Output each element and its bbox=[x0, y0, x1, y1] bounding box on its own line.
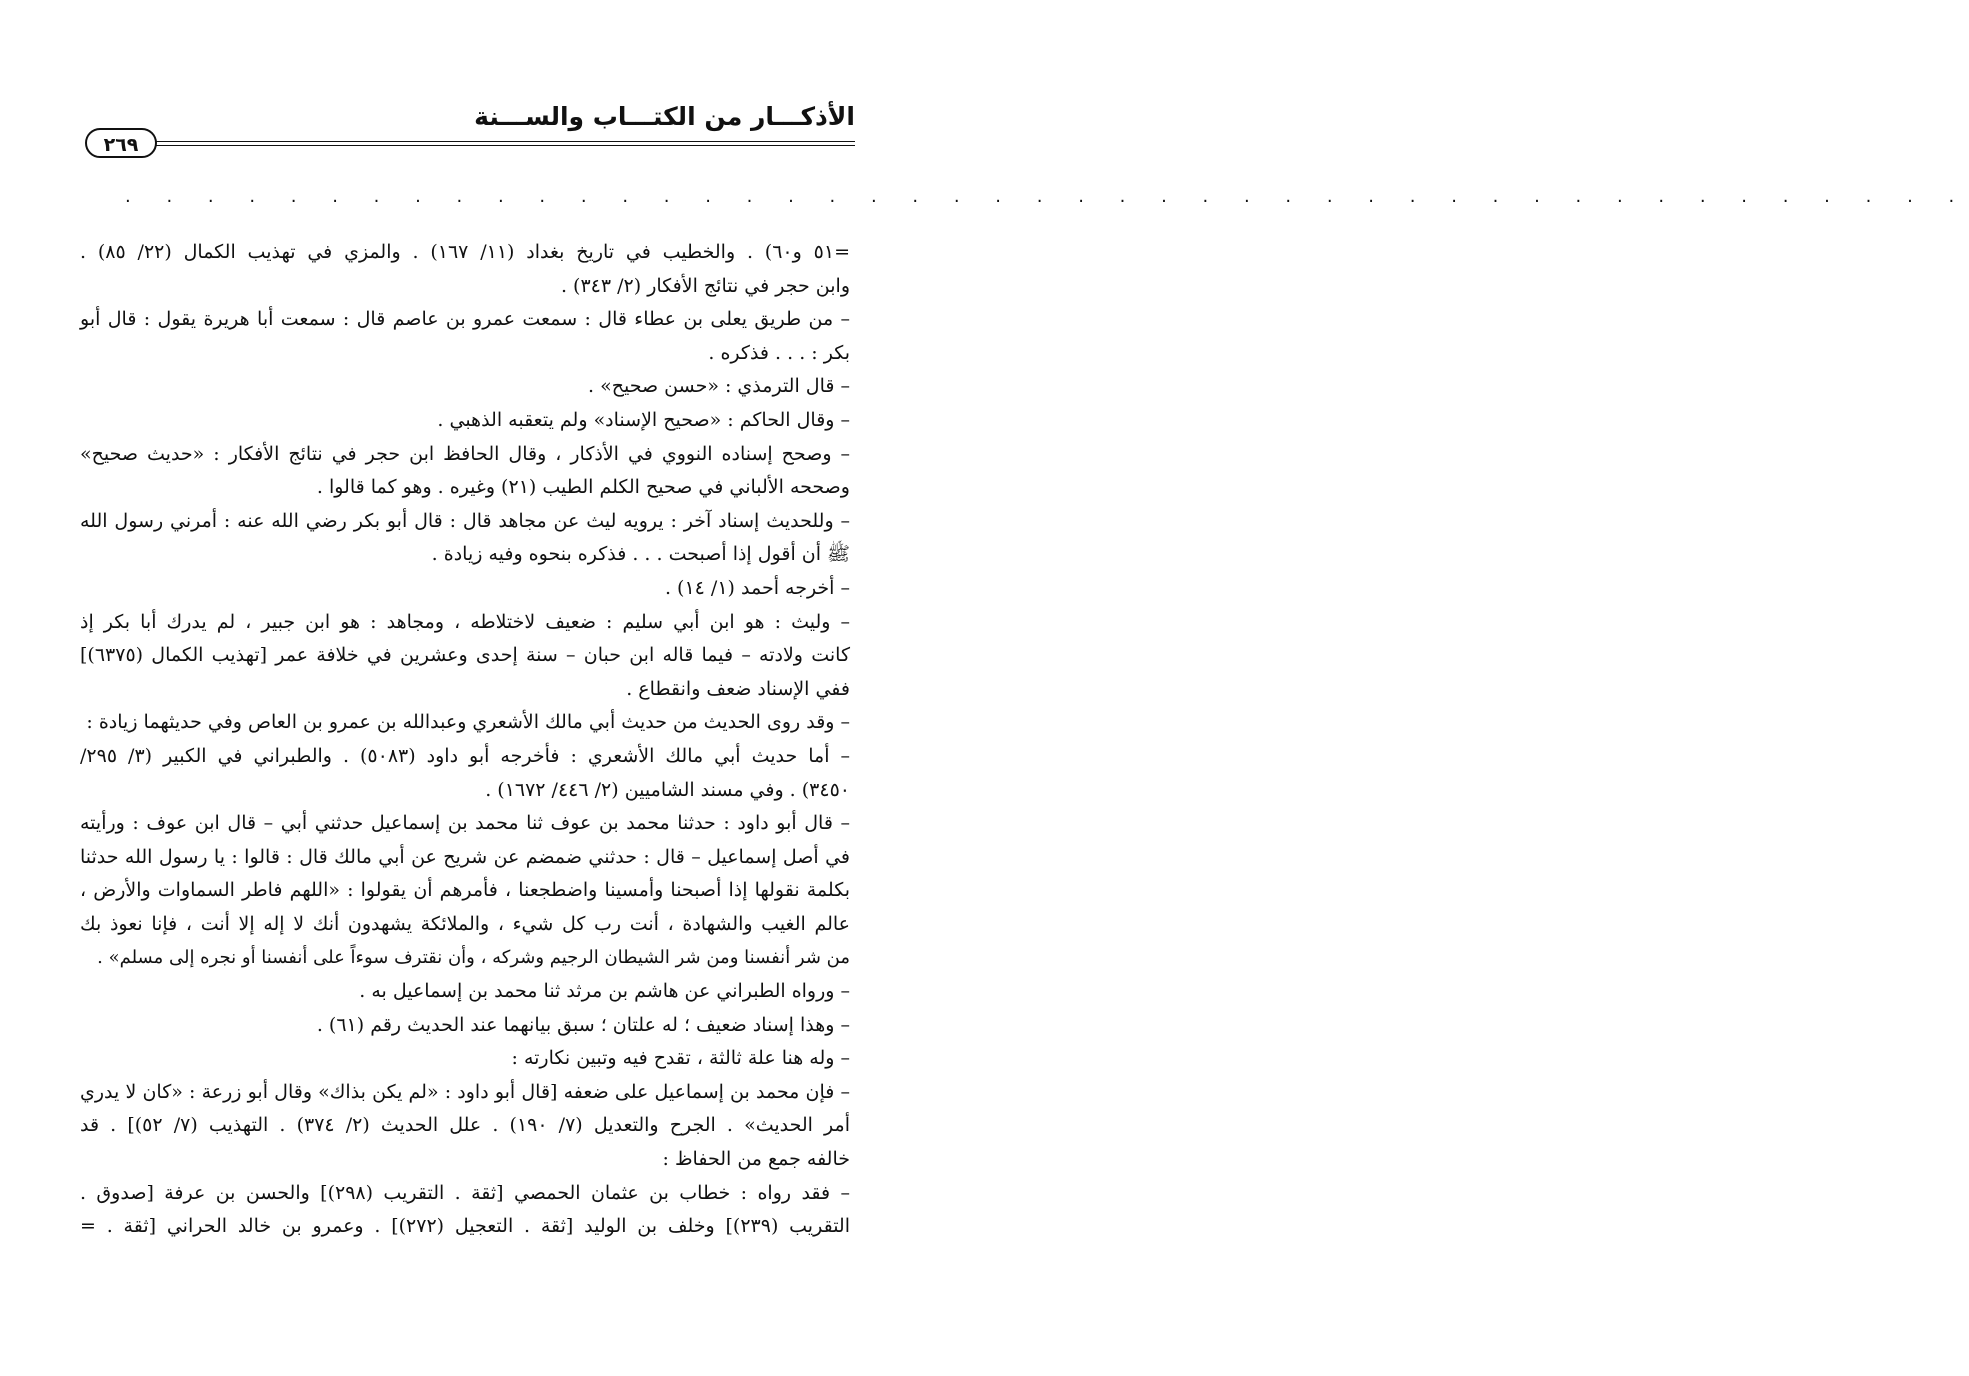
text-line: – وليث : هو ابن أبي سليم : ضعيف لاختلاطه ، ومجاهد : هو ابن جبير ، لم يدرك أبا بكر إذ bbox=[80, 610, 850, 633]
text-line: أمر الحديث» . الجرح والتعديل (٧/ ١٩٠) . علل الحديث (٢/ ٣٧٤) . التهذيب (٧/ ٥٢)] . قد bbox=[80, 1114, 850, 1137]
text-line: ٣٤٥٠) . وفي مسند الشاميين (٢/ ٤٤٦/ ١٦٧٢) . bbox=[485, 778, 850, 801]
text-line: في أصل إسماعيل – قال : حدثني ضمضم عن شريح عن أبي مالك قال : قالوا : يا رسول الله حدثنا bbox=[80, 845, 850, 868]
text-line: بكلمة نقولها إذا أصبحنا وأمسينا واضطجعنا ، فأمرهم أن يقولوا : «اللهم فاطر السماوات والأرض ، bbox=[80, 879, 850, 902]
text-line: – وللحديث إسناد آخر : يرويه ليث عن مجاهد قال : قال أبو بكر رضي الله عنه : أمرني رسول الله bbox=[80, 509, 850, 532]
text-line: وصححه الألباني في صحيح الكلم الطيب (٢١) وغيره . وهو كما قالوا . bbox=[316, 476, 850, 499]
text-line: من شر أنفسنا ومن شر الشيطان الرجيم وشركه ، وأن نقترف سوءاً على أنفسنا أو نجره إلى مسلم» . bbox=[97, 947, 850, 969]
text-line: – وقال الحاكم : «صحيح الإسناد» ولم يتعقبه الذهبي . bbox=[437, 408, 850, 431]
footnote-separator: . . . . . . . . . . . . . . . . . . . . . . . . . . . . . . . . . . . . . . . . . . . . . bbox=[125, 186, 1969, 207]
text-line: عالم الغيب والشهادة ، أنت رب كل شيء ، والملائكة يشهدون أنك لا إله إلا أنت ، فإنا نعوذ بك bbox=[80, 912, 850, 935]
text-line: – وله هنا علة ثالثة ، تقدح فيه وتبين نكارته : bbox=[511, 1047, 850, 1070]
text-line: – أخرجه أحمد (١/ ١٤) . bbox=[664, 576, 850, 599]
text-line: =٥١ و٦٠) . والخطيب في تاريخ بغداد (١١/ ١٦٧) . والمزي في تهذيب الكمال (٢٢/ ٨٥) . bbox=[80, 241, 850, 263]
book-title: الأذكـــار من الكتـــاب والســـنة bbox=[474, 102, 855, 131]
text-line: التقريب (٢٣٩)] وخلف بن الوليد [ثقة . التعجيل (٢٧٢)] . وعمرو بن خالد الحراني [ثقة . = bbox=[80, 1215, 850, 1238]
text-line: بكر : . . . فذكره . bbox=[708, 341, 850, 364]
text-line: – وهذا إسناد ضعيف ؛ له علتان ؛ سبق بيانهما عند الحديث رقم (٦١) . bbox=[316, 1013, 850, 1036]
page-header bbox=[85, 100, 855, 160]
text-line: ﷺ أن أقول إذا أصبحت . . . فذكره بنحوه وفيه زيادة . bbox=[431, 543, 850, 566]
text-line: خالفه جمع من الحفاظ : bbox=[662, 1148, 850, 1171]
text-line: – قال الترمذي : «حسن صحيح» . bbox=[588, 375, 850, 398]
text-line: – فقد رواه : خطاب بن عثمان الحمصي [ثقة . التقريب (٢٩٨)] والحسن بن عرفة [صدوق . bbox=[80, 1181, 850, 1204]
header-rule bbox=[155, 141, 855, 146]
text-line: – من طريق يعلى بن عطاء قال : سمعت عمرو بن عاصم قال : سمعت أبا هريرة يقول : قال أبو bbox=[80, 308, 850, 331]
text-line: – وقد روى الحديث من حديث أبي مالك الأشعري وعبدالله بن عمرو بن العاص وفي حديثهما زيادة : bbox=[86, 711, 850, 734]
text-line: – ورواه الطبراني عن هاشم بن مرثد ثنا محمد بن إسماعيل به . bbox=[359, 980, 850, 1003]
page-number: ٢٦٩ bbox=[85, 128, 157, 158]
text-line: – وصحح إسناده النووي في الأذكار ، وقال الحافظ ابن حجر في نتائج الأفكار : «حديث صحيح» bbox=[80, 442, 850, 465]
text-line: – قال أبو داود : حدثنا محمد بن عوف ثنا محمد بن إسماعيل حدثني أبي – قال ابن عوف : ورأيته bbox=[80, 812, 850, 835]
text-line: – أما حديث أبي مالك الأشعري : فأخرجه أبو داود (٥٠٨٣) . والطبراني في الكبير (٣/ ٢٩٥/ bbox=[80, 744, 850, 767]
footnote-text bbox=[80, 236, 850, 1244]
text-line: كانت ولادته – فيما قاله ابن حبان – سنة إحدى وعشرين في خلافة عمر [تهذيب الكمال (٦٣٧٥)] bbox=[80, 644, 850, 667]
text-line: – فإن محمد بن إسماعيل على ضعفه [قال أبو داود : «لم يكن بذاك» وقال أبو زرعة : «كان لا يدري bbox=[80, 1080, 850, 1103]
text-line: وابن حجر في نتائج الأفكار (٢/ ٣٤٣) . bbox=[560, 274, 850, 297]
text-line: ففي الإسناد ضعف وانقطاع . bbox=[626, 677, 850, 700]
